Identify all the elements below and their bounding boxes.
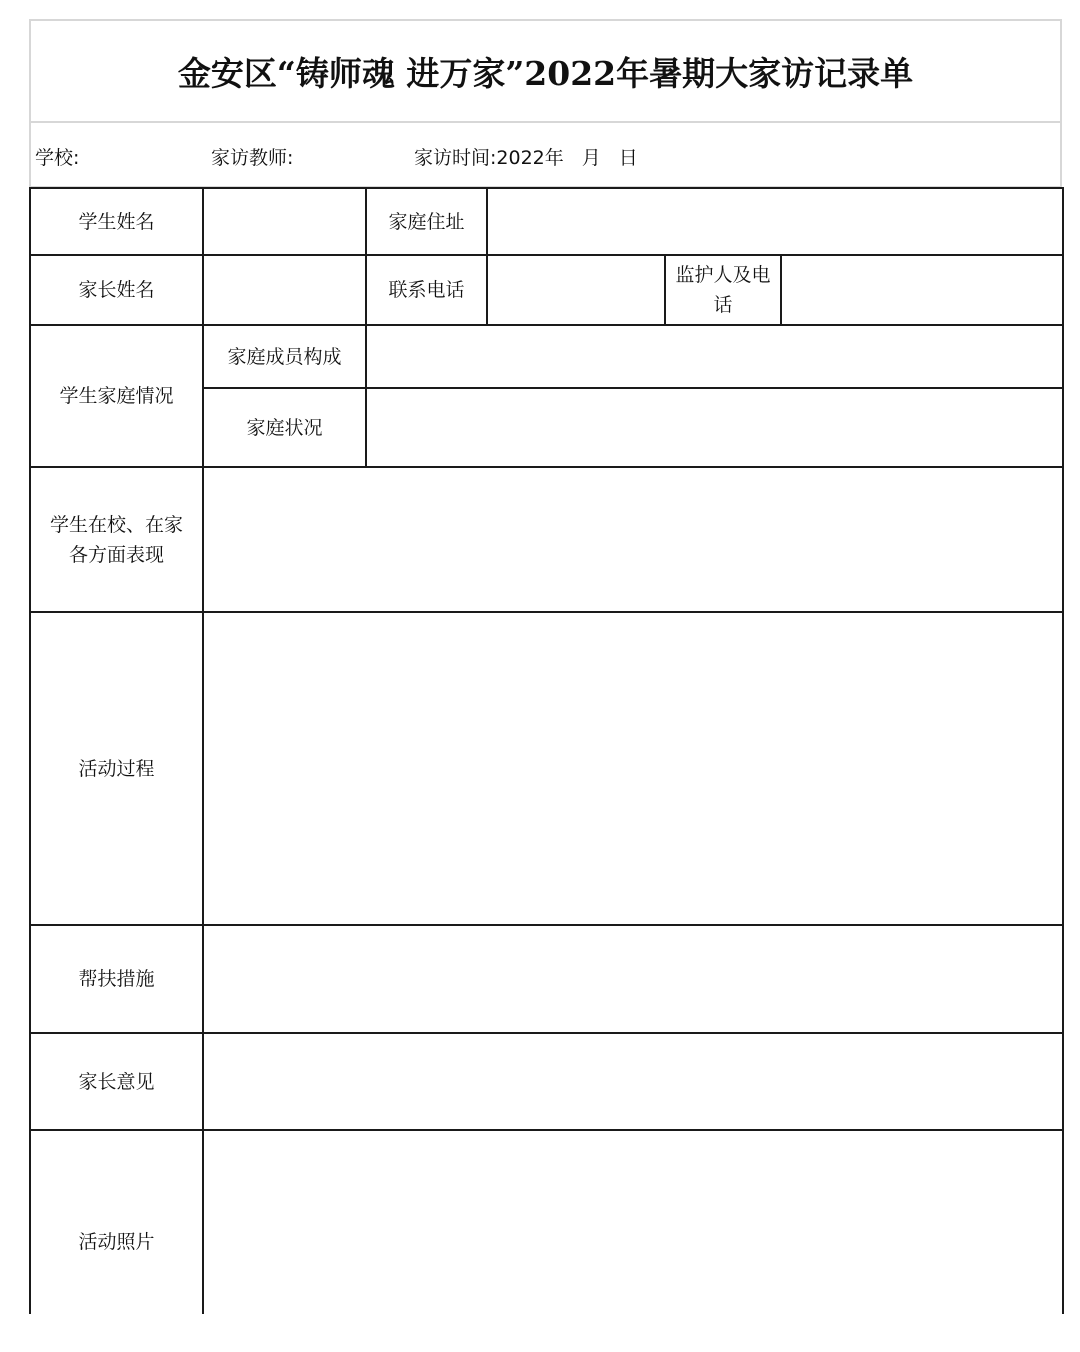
meta-row [29,123,1062,188]
home-address-field[interactable] [488,189,1062,254]
guardian-phone-label-line2: 话 [713,294,733,316]
support-measures-label: 帮扶措施 [78,968,155,990]
parent-opinion-field[interactable] [204,1034,1062,1129]
page-title: 金安区“铸师魂 进万家”2022年暑期大家访记录单 [177,53,914,93]
title-banner [29,19,1062,123]
family-status-field[interactable] [367,389,1062,466]
performance-field[interactable] [204,468,1062,611]
support-measures-field[interactable] [204,926,1062,1032]
activity-process-label: 活动过程 [78,757,155,780]
visit-year: 2022年 [496,147,564,169]
activity-photos-label: 活动照片 [78,1230,155,1253]
performance-label-line2: 各方面表现 [68,543,164,566]
visit-month: 月 [581,147,601,169]
visit-time [414,143,638,170]
visit-day: 日 [618,147,638,169]
family-status-label: 家庭状况 [246,416,323,439]
parent-name-label: 家长姓名 [78,279,155,301]
school-label: 学校: [35,147,80,169]
visit-time-label: 家访时间: [414,147,497,169]
activity-process-field[interactable] [204,613,1062,924]
contact-phone-field[interactable] [488,256,664,324]
home-address-label: 家庭住址 [388,210,465,233]
guardian-phone-label-line1: 监护人及电 [675,264,771,286]
guardian-phone-field[interactable] [782,256,1062,324]
teacher-label: 家访教师: [211,147,294,169]
student-name-label: 学生姓名 [78,210,155,233]
contact-phone-label: 联系电话 [388,279,465,301]
family-members-label: 家庭成员构成 [227,345,342,368]
student-name-field[interactable] [204,189,365,254]
family-members-field[interactable] [367,326,1062,387]
parent-opinion-label: 家长意见 [78,1070,155,1093]
guardian-phone-label [666,256,780,324]
performance-label-line1: 学生在校、在家 [49,513,183,536]
family-situation-label: 学生家庭情况 [59,385,174,407]
grid-line [1062,187,1064,1314]
parent-name-field[interactable] [204,256,365,324]
activity-photos-field[interactable] [204,1131,1062,1314]
performance-label [31,468,202,611]
